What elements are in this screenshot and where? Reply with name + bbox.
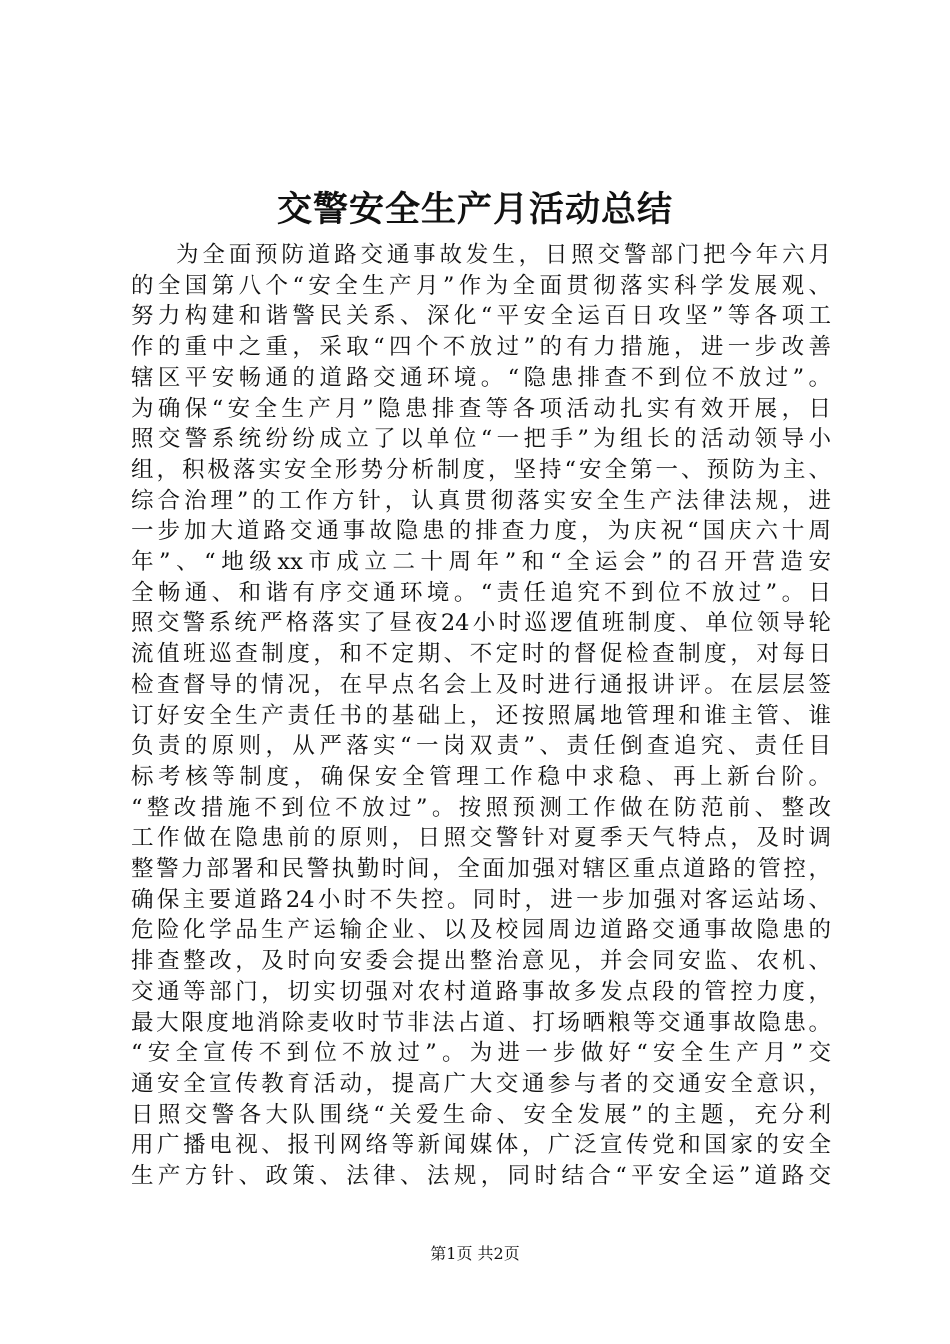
body-line: 通安全宣传教育活动，提高广大交通参与者的交通安全意识， [131,1070,831,1097]
body-line: 检查督导的情况，在早点名会上及时进行通报讲评。在层层签 [131,671,831,698]
body-line: 生产方针、政策、法律、法规，同时结合“平安全运”道路交 [131,1163,831,1190]
body-line: 危险化学品生产运输企业、以及校园周边道路交通事故隐患的 [131,917,831,944]
body-line: 组，积极落实安全形势分析制度，坚持“安全第一、预防为主、 [131,456,831,483]
body-line: 全畅通、和谐有序交通环境。“责任追究不到位不放过”。日 [131,579,831,606]
body-line: 排查整改，及时向安委会提出整治意见，并会同安监、农机、 [131,948,831,975]
body-line: 最大限度地消除麦收时节非法占道、打场晒粮等交通事故隐患。 [131,1009,831,1036]
body-line: 作的重中之重，采取“四个不放过”的有力措施，进一步改善 [131,334,831,361]
body-line: 工作做在隐患前的原则，日照交警针对夏季天气特点，及时调 [131,825,831,852]
body-line: 为确保“安全生产月”隐患排查等各项活动扎实有效开展，日 [131,395,831,422]
body-line: 一步加大道路交通事故隐患的排查力度，为庆祝“国庆六十周 [131,518,831,545]
body-line: 标考核等制度，确保安全管理工作稳中求稳、再上新台阶。 [131,763,831,790]
body-line: 辖区平安畅通的道路交通环境。“隐患排查不到位不放过”。 [131,364,831,391]
body-line: 负责的原则，从严落实“一岗双责”、责任倒查追究、责任目 [131,733,831,760]
body-line: 确保主要道路24小时不失控。同时，进一步加强对客运站场、 [131,886,831,913]
document-body [131,240,831,1192]
body-line: 订好安全生产责任书的基础上，还按照属地管理和谁主管、谁 [131,702,831,729]
body-line: 照交警系统纷纷成立了以单位“一把手”为组长的活动领导小 [131,426,831,453]
body-line: 年”、“地级xx市成立二十周年”和“全运会”的召开营造安 [131,549,831,576]
body-line: 照交警系统严格落实了昼夜24小时巡逻值班制度、单位领导轮 [131,610,831,637]
body-line: 努力构建和谐警民关系、深化“平安全运百日攻坚”等各项工 [131,303,831,330]
body-line: 用广播电视、报刊网络等新闻媒体，广泛宣传党和国家的安全 [131,1132,831,1159]
body-line: 交通等部门，切实切强对农村道路事故多发点段的管控力度， [131,978,831,1005]
body-line: 为全面预防道路交通事故发生，日照交警部门把今年六月 [176,242,831,268]
body-line: 流值班巡查制度，和不定期、不定时的督促检查制度，对每日 [131,641,831,668]
document-title: 交警安全生产月活动总结 [276,189,673,230]
body-line: 整警力部署和民警执勤时间，全面加强对辖区重点道路的管控， [131,856,831,883]
body-line: “安全宣传不到位不放过”。为进一步做好“安全生产月”交 [131,1040,831,1067]
body-line: 日照交警各大队围绕“关爱生命、安全发展”的主题，充分利 [131,1101,831,1128]
page-footer: 第1页 共2页 [430,1244,520,1263]
body-line: “整改措施不到位不放过”。按照预测工作做在防范前、整改 [131,794,831,821]
body-line: 综合治理”的工作方针，认真贯彻落实安全生产法律法规，进 [131,487,831,514]
body-line: 的全国第八个“安全生产月”作为全面贯彻落实科学发展观、 [131,272,831,299]
